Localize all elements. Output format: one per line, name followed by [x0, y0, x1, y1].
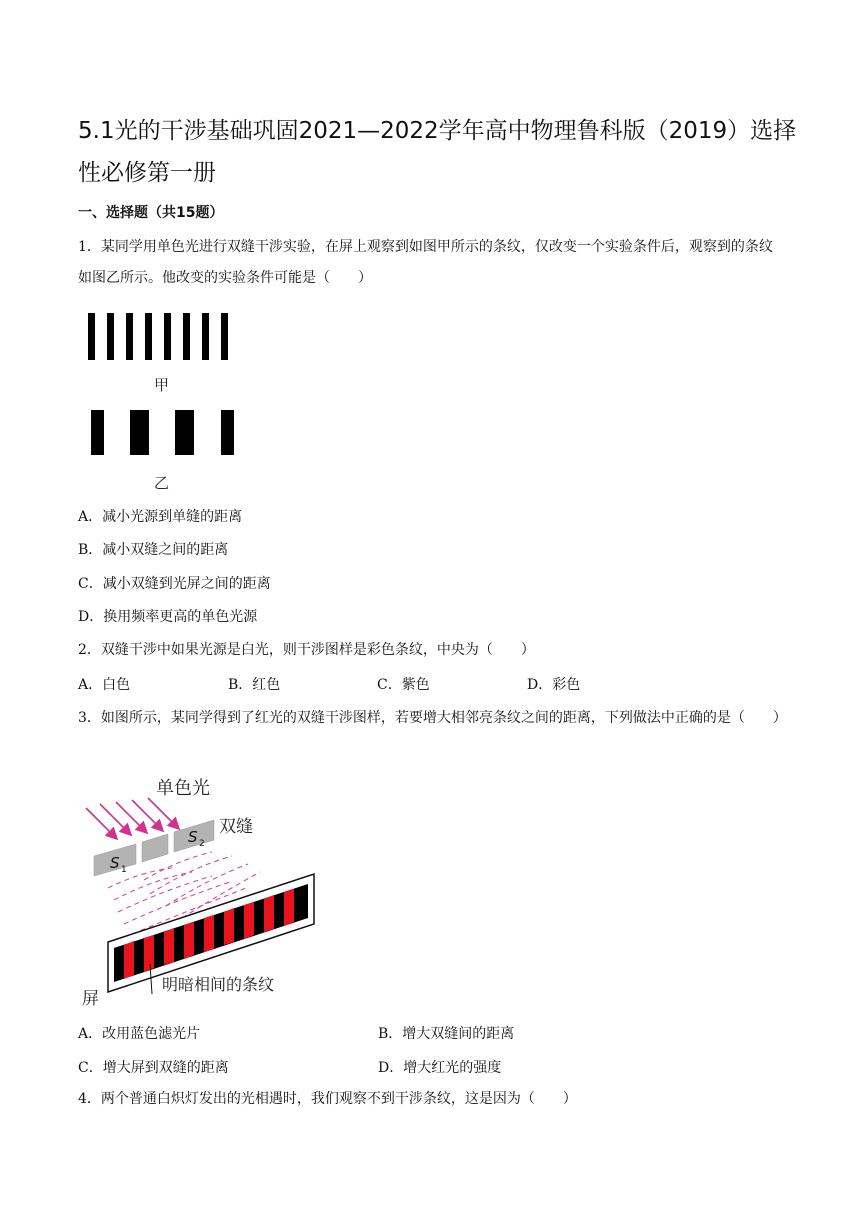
q3-option-c: C．增大屏到双缝的距离 — [78, 1060, 229, 1076]
monochromatic-light-label: 单色光 — [156, 778, 210, 799]
question-1-figure — [80, 308, 250, 494]
question-4-stem: 4．两个普通白炽灯发出的光相遇时，我们观察不到干涉条纹，这是因为（ ） — [78, 1091, 577, 1107]
question-1-stem: 1．某同学用单色光进行双缝干涉实验，在屏上观察到如图甲所示的条纹，仅改变一个实验条件后，观察到的条纹如图乙所示。他改变的实验条件可能是（ ） — [78, 239, 773, 286]
q1-option-c: C．减小双缝到光屏之间的距离 — [78, 576, 271, 592]
q1-option-a: A．减小光源到单缝的距离 — [78, 509, 243, 525]
screen-label: 屏 — [82, 989, 99, 1009]
section-heading: 一、选择题（共15题） — [78, 205, 224, 221]
fringe-pattern-b — [91, 410, 234, 455]
document-title: 5.1光的干涉基础巩固2021—2022学年高中物理鲁科版（2019）选择性必修第一册 — [78, 118, 797, 186]
q3-option-b: B．增大双缝间的距离 — [378, 1026, 515, 1042]
question-2-stem: 2．双缝干涉中如果光源是白光，则干涉图样是彩色条纹，中央为（ ） — [78, 642, 535, 658]
slit-s1-label: S — [110, 854, 120, 872]
q2-option-c: C．紫色 — [377, 677, 430, 693]
question-3-stem: 3．如图所示，某同学得到了红光的双缝干涉图样，若要增大相邻亮条纹之间的距离，下列做法中正确的是（ ） — [78, 710, 787, 726]
fringes-label: 明暗相间的条纹 — [162, 975, 275, 994]
figure-label-b: 乙 — [154, 474, 170, 492]
double-slit-label: 双缝 — [219, 817, 253, 837]
slit-s2-subscript: 2 — [199, 839, 205, 849]
figure-label-a: 甲 — [154, 376, 170, 394]
q1-option-d: D．换用频率更高的单色光源 — [78, 609, 258, 625]
q2-option-d: D．彩色 — [527, 677, 581, 693]
fringe-pattern-a — [88, 313, 228, 360]
incident-rays — [86, 798, 178, 838]
question-3-figure — [80, 772, 330, 1012]
q3-option-d: D．增大红光的强度 — [378, 1060, 502, 1076]
slit-s2-label: S — [188, 828, 198, 846]
q2-option-b: B．红色 — [228, 677, 281, 693]
q2-option-a: A．白色 — [78, 677, 131, 693]
slit-s1-subscript: 1 — [121, 865, 127, 875]
q3-option-a: A．改用蓝色滤光片 — [78, 1026, 201, 1042]
q1-option-b: B．减小双缝之间的距离 — [78, 542, 229, 558]
